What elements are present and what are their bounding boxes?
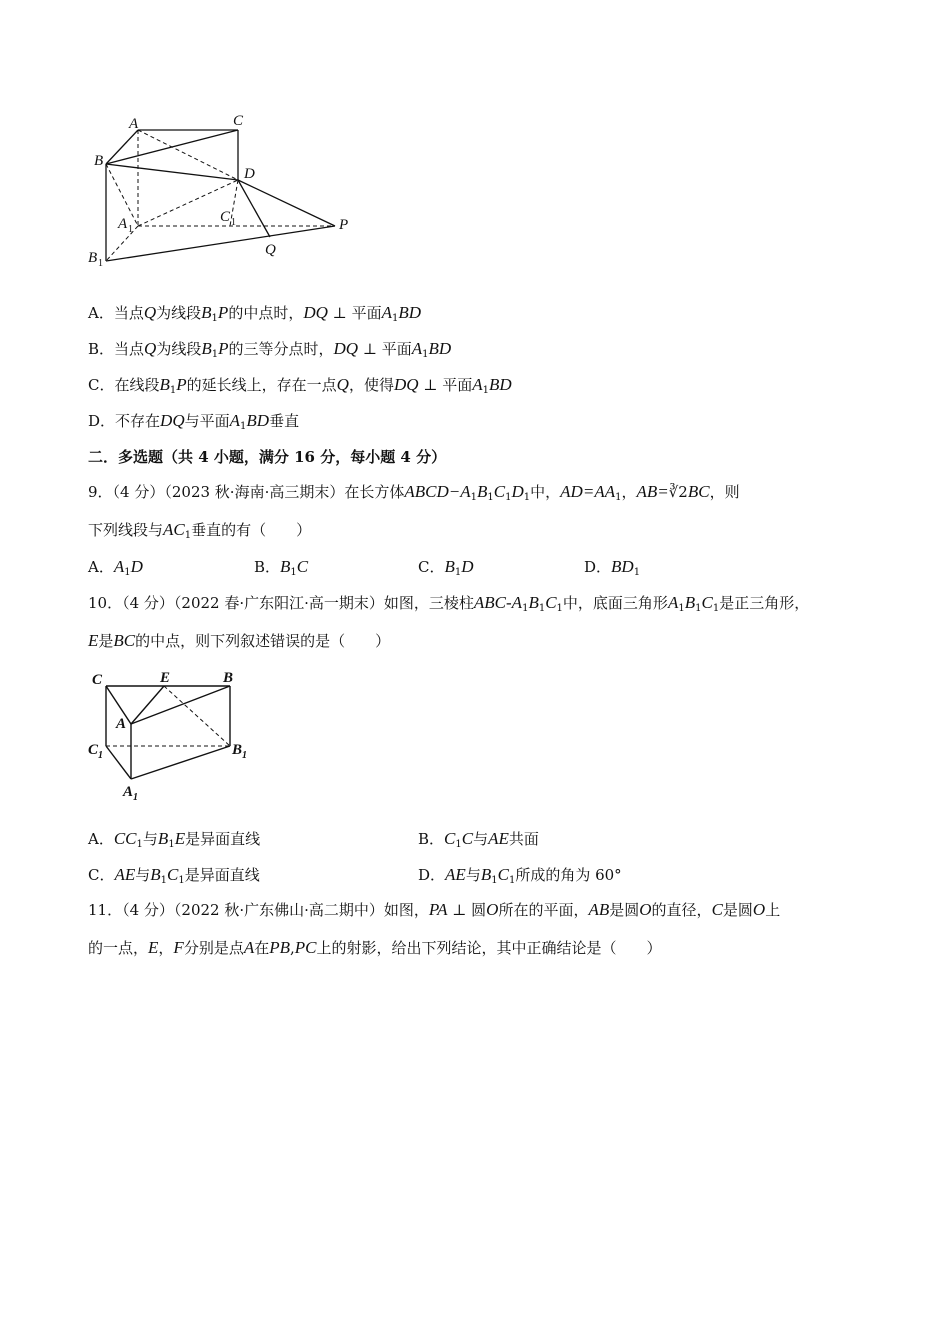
q9-stem-line1: 9．（4 分）（2023 秋·海南·高三期末）在长方体$ABCD-A_1B_1C_1D_1$中，$AD=AA_1$，AB=∛2BC，则: [88, 482, 740, 503]
edge-AD: [138, 130, 238, 180]
label-A1: A: [123, 784, 134, 800]
edge-AB: [131, 686, 230, 724]
label-A1: A: [118, 216, 128, 232]
label-B1-sub: 1: [98, 258, 103, 268]
label-P: P: [339, 217, 349, 233]
label-D: D: [244, 166, 255, 182]
label-C1: C: [88, 742, 99, 758]
label-A1-sub: 1: [128, 224, 133, 235]
figure-triangular-prism: [86, 664, 266, 804]
edge-A1B1: [131, 746, 230, 779]
figure-prism-pyramid: [80, 108, 360, 268]
label-C1: C: [220, 209, 231, 225]
q11-stem-line2: 的一点，E，F分别是点A在PB,PC上的射影，给出下列结论，其中正确结论是（ ）: [88, 938, 662, 957]
label-B: B: [94, 153, 104, 169]
label-B1: B: [232, 742, 243, 758]
label-C: C: [233, 113, 244, 129]
label-Q: Q: [265, 242, 276, 258]
q10-option-a[interactable]: A．$CC_1$与$B_1E$是异面直线: [88, 829, 261, 850]
edge-BD: [106, 164, 238, 180]
label-A1-sub: 1: [133, 792, 138, 803]
q8-option-a[interactable]: A．当点Q为线段$B_1P$的中点时，DQ ⊥ 平面$A_1BD$: [88, 303, 422, 324]
q9-option-b[interactable]: B．$B_1C$: [254, 557, 309, 578]
edge-BA: [106, 130, 138, 164]
label-A: A: [129, 116, 139, 132]
q10-option-c[interactable]: C．AE与$B_1C_1$是异面直线: [88, 865, 260, 886]
q8-option-d[interactable]: D．不存在DQ与平面$A_1BD$垂直: [88, 411, 300, 432]
q8-option-c[interactable]: C．在线段$B_1P$的延长线上，存在一点Q，使得DQ ⊥ 平面$A_1BD$: [88, 375, 512, 396]
q8-option-b[interactable]: B．当点Q为线段$B_1P$的三等分点时，DQ ⊥ 平面$A_1BD$: [88, 339, 452, 360]
q9-option-c[interactable]: C．$B_1D$: [418, 557, 474, 578]
label-B1-sub: 1: [242, 750, 247, 761]
q9-option-a[interactable]: A．$A_1D$: [88, 557, 143, 578]
q10-stem-line1: 10．（4 分）（2022 春·广东阳江·高一期末）如图，三棱柱ABC-$A_1B_1C_1$中，底面三角形$A_1B_1C_1$是正三角形，: [88, 593, 810, 614]
q9-stem-line2: 下列线段与$AC_1$垂直的有（ ）: [88, 520, 312, 541]
q10-option-d[interactable]: D．AE与$B_1C_1$所成的角为 60°: [418, 865, 622, 886]
edge-DP: [238, 180, 335, 226]
label-C1-sub: 1: [231, 217, 236, 228]
edge-C1A1: [106, 746, 131, 779]
label-C: C: [92, 672, 103, 688]
q9-option-d[interactable]: D．$BD_1$: [584, 557, 641, 578]
label-B1: B: [88, 250, 98, 266]
section-title: 二．多选题（共 4 小题，满分 16 分，每小题 4 分）: [88, 448, 447, 466]
edge-DQ: [238, 180, 270, 237]
edge-EB1: [164, 686, 230, 746]
label-B: B: [223, 670, 234, 686]
q10-option-b[interactable]: B．$C_1C$与AE共面: [418, 829, 539, 850]
edge-B1P: [106, 226, 335, 261]
label-A: A: [116, 716, 127, 732]
label-E: E: [160, 670, 171, 686]
q10-stem-line2: E是BC的中点，则下列叙述错误的是（ ）: [88, 631, 391, 650]
label-C1-sub: 1: [98, 750, 103, 761]
q11-stem-line1: 11．（4 分）（2022 秋·广东佛山·高二期中）如图，PA ⊥ 圆O所在的平面，AB是圆O的直径，C是圆O上: [88, 900, 781, 919]
